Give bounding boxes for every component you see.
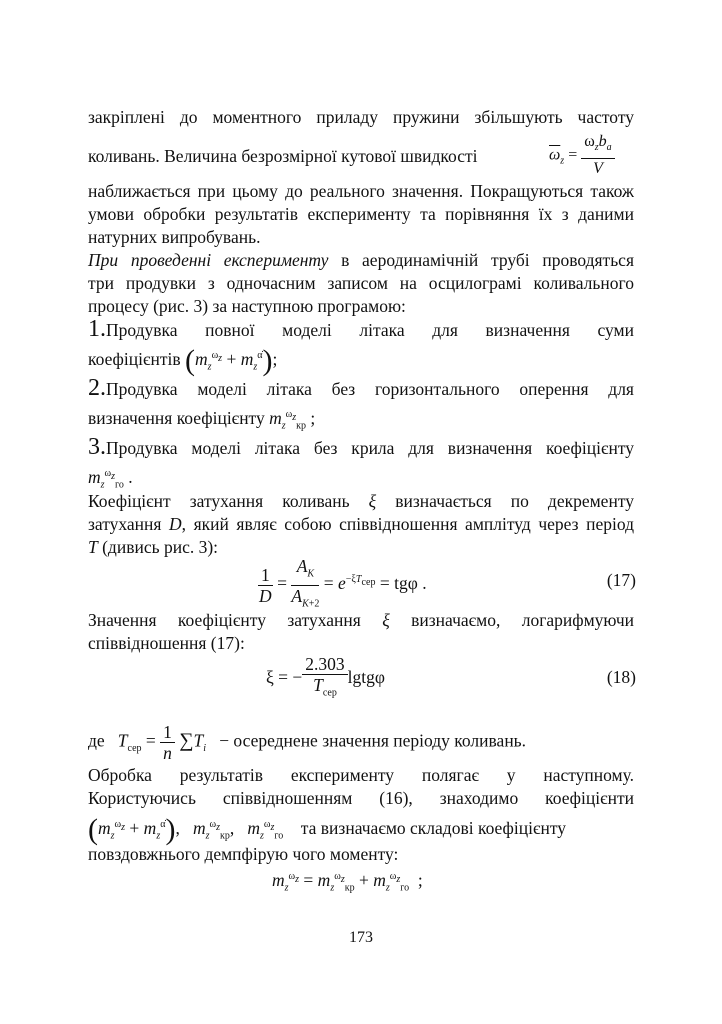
text-line: умови обробки результатів експерименту та порівняння їх з даними [88,204,634,224]
equation-moment: $m_z^{\omega_z} = m_z^{\omega_z}_{кр} + m_z^{\omega_z}_{го}$ ; [272,869,423,894]
equation-17: $\frac{1}{D}$ = $\frac{A_K}{A_{K+2}}$ = $e^{-\xi T_{сер}} = tg\varphi$ . [259,556,427,609]
formula-omega-bar: $\overline{\omega}_z$ = $\frac{\omega_zb_a}{V}$ [549,132,615,179]
text-line: наближається при цьому до реального значення. Покращуються також [88,181,634,201]
text-line: коливань. Величина безрозмірної кутової швидкості [88,146,478,166]
text-line: Значення коефіцієнту затухання ξ визначаємо, логарифмуючи [88,610,635,630]
page-number: 173 [349,929,373,946]
text-line: Коефіцієнт затухання коливань ξ визначається по декременту [88,491,634,511]
equation-number: (17) [606,570,636,590]
text-line: процесу (рис. 3) за наступною програмою: [88,296,406,316]
list-item-1: 1.Продувка повної моделі літака для визначення суми [88,316,634,342]
text-line: закріплені до моментного приладу пружини збільшують частоту [88,107,634,127]
equation-number: (18) [606,667,636,687]
text-line: $(m_z^{\omega_z} + m_z^{\alphȧ})$, $m_z^{\omega_z}_{кр}$, $m_z^{\omega_z}_{го}$ та визначаємо складові коефіцієнту [88,812,566,846]
text-line: визначення коефіцієнту $m_z^{\omega_z}_{кр}$ ; [88,407,316,432]
text-line: $m_z^{\omega_z}_{го}$ . [88,466,133,491]
text-line: натурних випробувань. [88,227,261,247]
text-line: де $T_{сер}$ = $\frac{1}{n}$ $\sum T_i$ − осереднене значення періоду коливань. [88,722,527,763]
list-item-3: 3.Продувка моделі літака без крила для визначення коефіцієнту [88,434,634,460]
list-item-2: 2.Продувка моделі літака без горизонтального оперення для [88,375,634,401]
text-line: Обробка результатів експерименту полягає у наступному. [88,765,634,785]
text-line: Користуючись співвідношенням (16), знаходимо коефіцієнти [88,788,634,808]
text-line: коефіцієнтів $(m_z^{\omega_z} + m_z^{\alphȧ})$; [88,343,278,377]
text-line: T (дивись рис. 3): [88,537,219,557]
text-line: співвідношення (17): [88,633,245,653]
equation-18: ξ = − $\frac{2.303}{T_{сер}}$ lgtgφ [266,654,385,699]
text-line: повздовжнього демпфірую чого моменту: [88,844,399,864]
text-line: затухання D, який являє собою співвідношення амплітуд через період [88,514,635,534]
text-line: При проведенні експерименту в аеродинамічній трубі проводяться [88,250,634,270]
text-line: три продувки з одночасним записом на осцилограмі коливального [88,273,634,293]
